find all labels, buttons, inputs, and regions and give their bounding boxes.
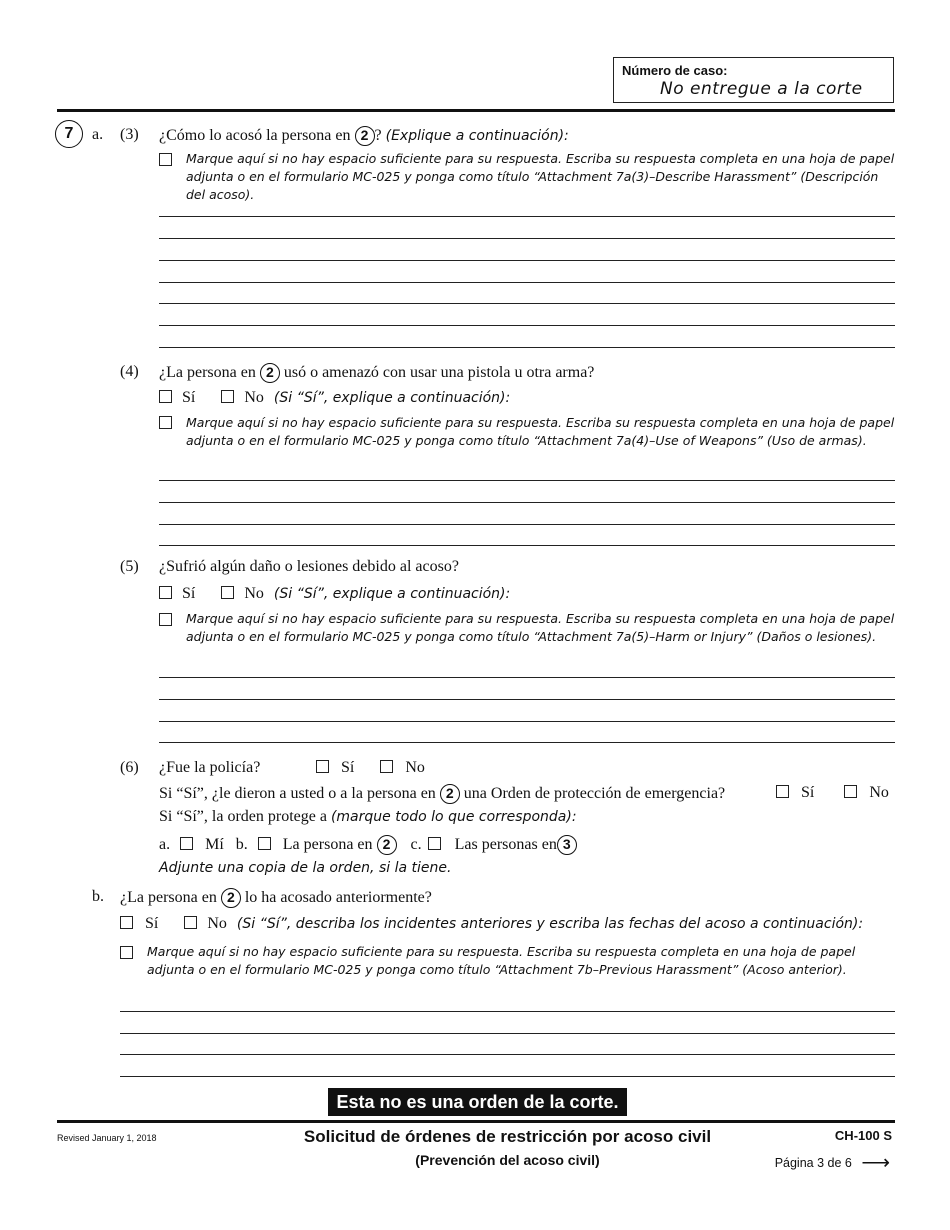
q6-protected-options: a. Mí b. La persona en 2 c. Las personas en 3: [159, 835, 577, 855]
q4-yes-no-row: [159, 389, 510, 407]
q4-no-label: No: [244, 389, 264, 406]
q3-number: (3): [120, 126, 139, 143]
q6-protects-question: Si “Sí”, la orden protege a (marque todo lo que corresponda):: [159, 808, 577, 825]
q5-answer-line[interactable]: [159, 699, 895, 700]
header-rule: [57, 109, 895, 112]
part-b-instruction: (Si “Sí”, describa los incidentes anteriores y escriba las fechas del acoso a continuación):: [236, 916, 864, 932]
q5-yes-label: Sí: [182, 585, 196, 602]
part-b-question: ¿La persona en 2 lo ha acosado anteriormente?: [120, 889, 432, 906]
ref-circle-2: 2: [260, 363, 280, 383]
part-b-overflow-checkbox[interactable]: [120, 946, 133, 959]
part-b-yes-no-row: [120, 915, 863, 933]
ref-circle-2: 2: [377, 835, 397, 855]
q5-yes-checkbox[interactable]: [159, 586, 172, 599]
form-code: CH-100 S: [834, 1128, 892, 1143]
part-b-answer-line[interactable]: [120, 1011, 895, 1012]
part-b-yes-label: Sí: [145, 915, 159, 932]
q4-answer-line[interactable]: [159, 480, 895, 481]
q3-answer-line[interactable]: [159, 303, 895, 304]
q6-number: (6): [120, 759, 139, 776]
q4-yes-label: Sí: [182, 389, 196, 406]
part-b-label: b.: [92, 888, 104, 905]
case-number-box: [613, 57, 894, 103]
q5-answer-line[interactable]: [159, 742, 895, 743]
page-number: Página 3 de 6: [774, 1156, 852, 1170]
part-b-no-label: No: [207, 915, 227, 932]
not-court-order-banner: Esta no es una orden de la corte.: [328, 1088, 627, 1116]
q4-yes-checkbox[interactable]: [159, 390, 172, 403]
case-number-label: Número de caso:: [622, 63, 728, 78]
revised-date: Revised January 1, 2018: [57, 1133, 157, 1143]
ref-circle-3: 3: [557, 835, 577, 855]
part-b-yes-checkbox[interactable]: [120, 916, 133, 929]
part-b-answer-line[interactable]: [120, 1054, 895, 1055]
q5-overflow-checkbox[interactable]: [159, 613, 172, 626]
q6-no-label: No: [405, 759, 425, 776]
q3-answer-line[interactable]: [159, 282, 895, 283]
next-page-arrow-icon: ⟶: [861, 1152, 890, 1174]
q6-yes-checkbox[interactable]: [316, 760, 329, 773]
q6-emergency-order-question: Si “Sí”, ¿le dieron a usted o a la persona en 2 una Orden de protección de emergencia?: [159, 785, 726, 802]
q4-answer-line[interactable]: [159, 524, 895, 525]
q3-question: ¿Cómo lo acosó la persona en 2 ? (Explique a continuación):: [159, 127, 569, 144]
q5-no-checkbox[interactable]: [221, 586, 234, 599]
q5-yes-no-row: [159, 585, 510, 603]
q4-question: ¿La persona en 2 usó o amenazó con usar una pistola u otra arma?: [159, 364, 595, 381]
q3-answer-line[interactable]: [159, 216, 895, 217]
q3-overflow-checkbox[interactable]: [159, 153, 172, 166]
form-title: Solicitud de órdenes de restricción por acoso civil: [303, 1127, 712, 1146]
q4-overflow-checkbox[interactable]: [159, 416, 172, 429]
q5-instruction: (Si “Sí”, explique a continuación):: [273, 586, 511, 602]
form-subtitle: (Prevención del acoso civil): [415, 1152, 600, 1168]
q6-emergency-yes-no: Sí No: [776, 784, 889, 802]
q5-answer-line[interactable]: [159, 721, 895, 722]
q3-answer-line[interactable]: [159, 238, 895, 239]
q5-no-label: No: [244, 585, 264, 602]
q4-answer-line[interactable]: [159, 545, 895, 546]
part-b-answer-line[interactable]: [120, 1033, 895, 1034]
q6-yes-label: Sí: [341, 759, 355, 776]
section-number: 7: [55, 120, 83, 148]
footer-rule: [57, 1120, 895, 1123]
q6-opt-a-checkbox[interactable]: [180, 837, 193, 850]
part-a-label: a.: [92, 126, 104, 143]
q6-opt-b-checkbox[interactable]: [258, 837, 271, 850]
q3-answer-line[interactable]: [159, 347, 895, 348]
q6-attach-note: Adjunte una copia de la orden, si la tiene.: [159, 860, 452, 876]
q5-question: ¿Sufrió algún daño o lesiones debido al acoso?: [159, 558, 459, 575]
q5-answer-line[interactable]: [159, 677, 895, 678]
q4-number: (4): [120, 363, 139, 380]
ref-circle-2: 2: [440, 784, 460, 804]
part-b-no-checkbox[interactable]: [184, 916, 197, 929]
q6-question: ¿Fue la policía?: [159, 759, 261, 776]
q6-emergency-no-checkbox[interactable]: [844, 785, 857, 798]
q4-no-checkbox[interactable]: [221, 390, 234, 403]
page-indicator: [770, 1150, 890, 1175]
q5-overflow-note: Marque aquí si no hay espacio suficiente para su respuesta. Escriba su respuesta completa en una hoja de papel adjunta o en el formulario MC-025 y ponga como título “Attachment 7a(5)–Harm or Injury” (Daños o lesiones).: [186, 611, 895, 644]
ref-circle-2: 2: [355, 126, 375, 146]
part-b-answer-line[interactable]: [120, 1076, 895, 1077]
q6-opt-c-checkbox[interactable]: [428, 837, 441, 850]
q3-answer-line[interactable]: [159, 260, 895, 261]
q6-emergency-yes-checkbox[interactable]: [776, 785, 789, 798]
ref-circle-2: 2: [221, 888, 241, 908]
q4-instruction: (Si “Sí”, explique a continuación):: [273, 390, 511, 406]
q4-overflow-note: Marque aquí si no hay espacio suficiente para su respuesta. Escriba su respuesta completa en una hoja de papel adjunta o en el formulario MC-025 y ponga como título “Attachment 7a(4)–Use of Weapons” (Uso de armas).: [186, 415, 895, 448]
q3-answer-line[interactable]: [159, 325, 895, 326]
q4-answer-line[interactable]: [159, 502, 895, 503]
q5-number: (5): [120, 558, 139, 575]
q6-no-checkbox[interactable]: [380, 760, 393, 773]
q3-overflow-note: Marque aquí si no hay espacio suficiente para su respuesta. Escriba su respuesta completa en una hoja de papel adjunta o en el formulario MC-025 y ponga como título “Attachment 7a(3)–Describe Harassment” (Descripción del acoso).: [186, 151, 895, 202]
part-b-overflow-note: Marque aquí si no hay espacio suficiente para su respuesta. Escriba su respuesta completa en una hoja de papel adjunta o en el formulario MC-025 y ponga como título “Attachment 7b–Previous Harassment” (Acoso anterior).: [147, 944, 856, 977]
case-number-value: No entregue a la corte: [660, 79, 863, 99]
q6-yes-no-row: [316, 759, 425, 777]
